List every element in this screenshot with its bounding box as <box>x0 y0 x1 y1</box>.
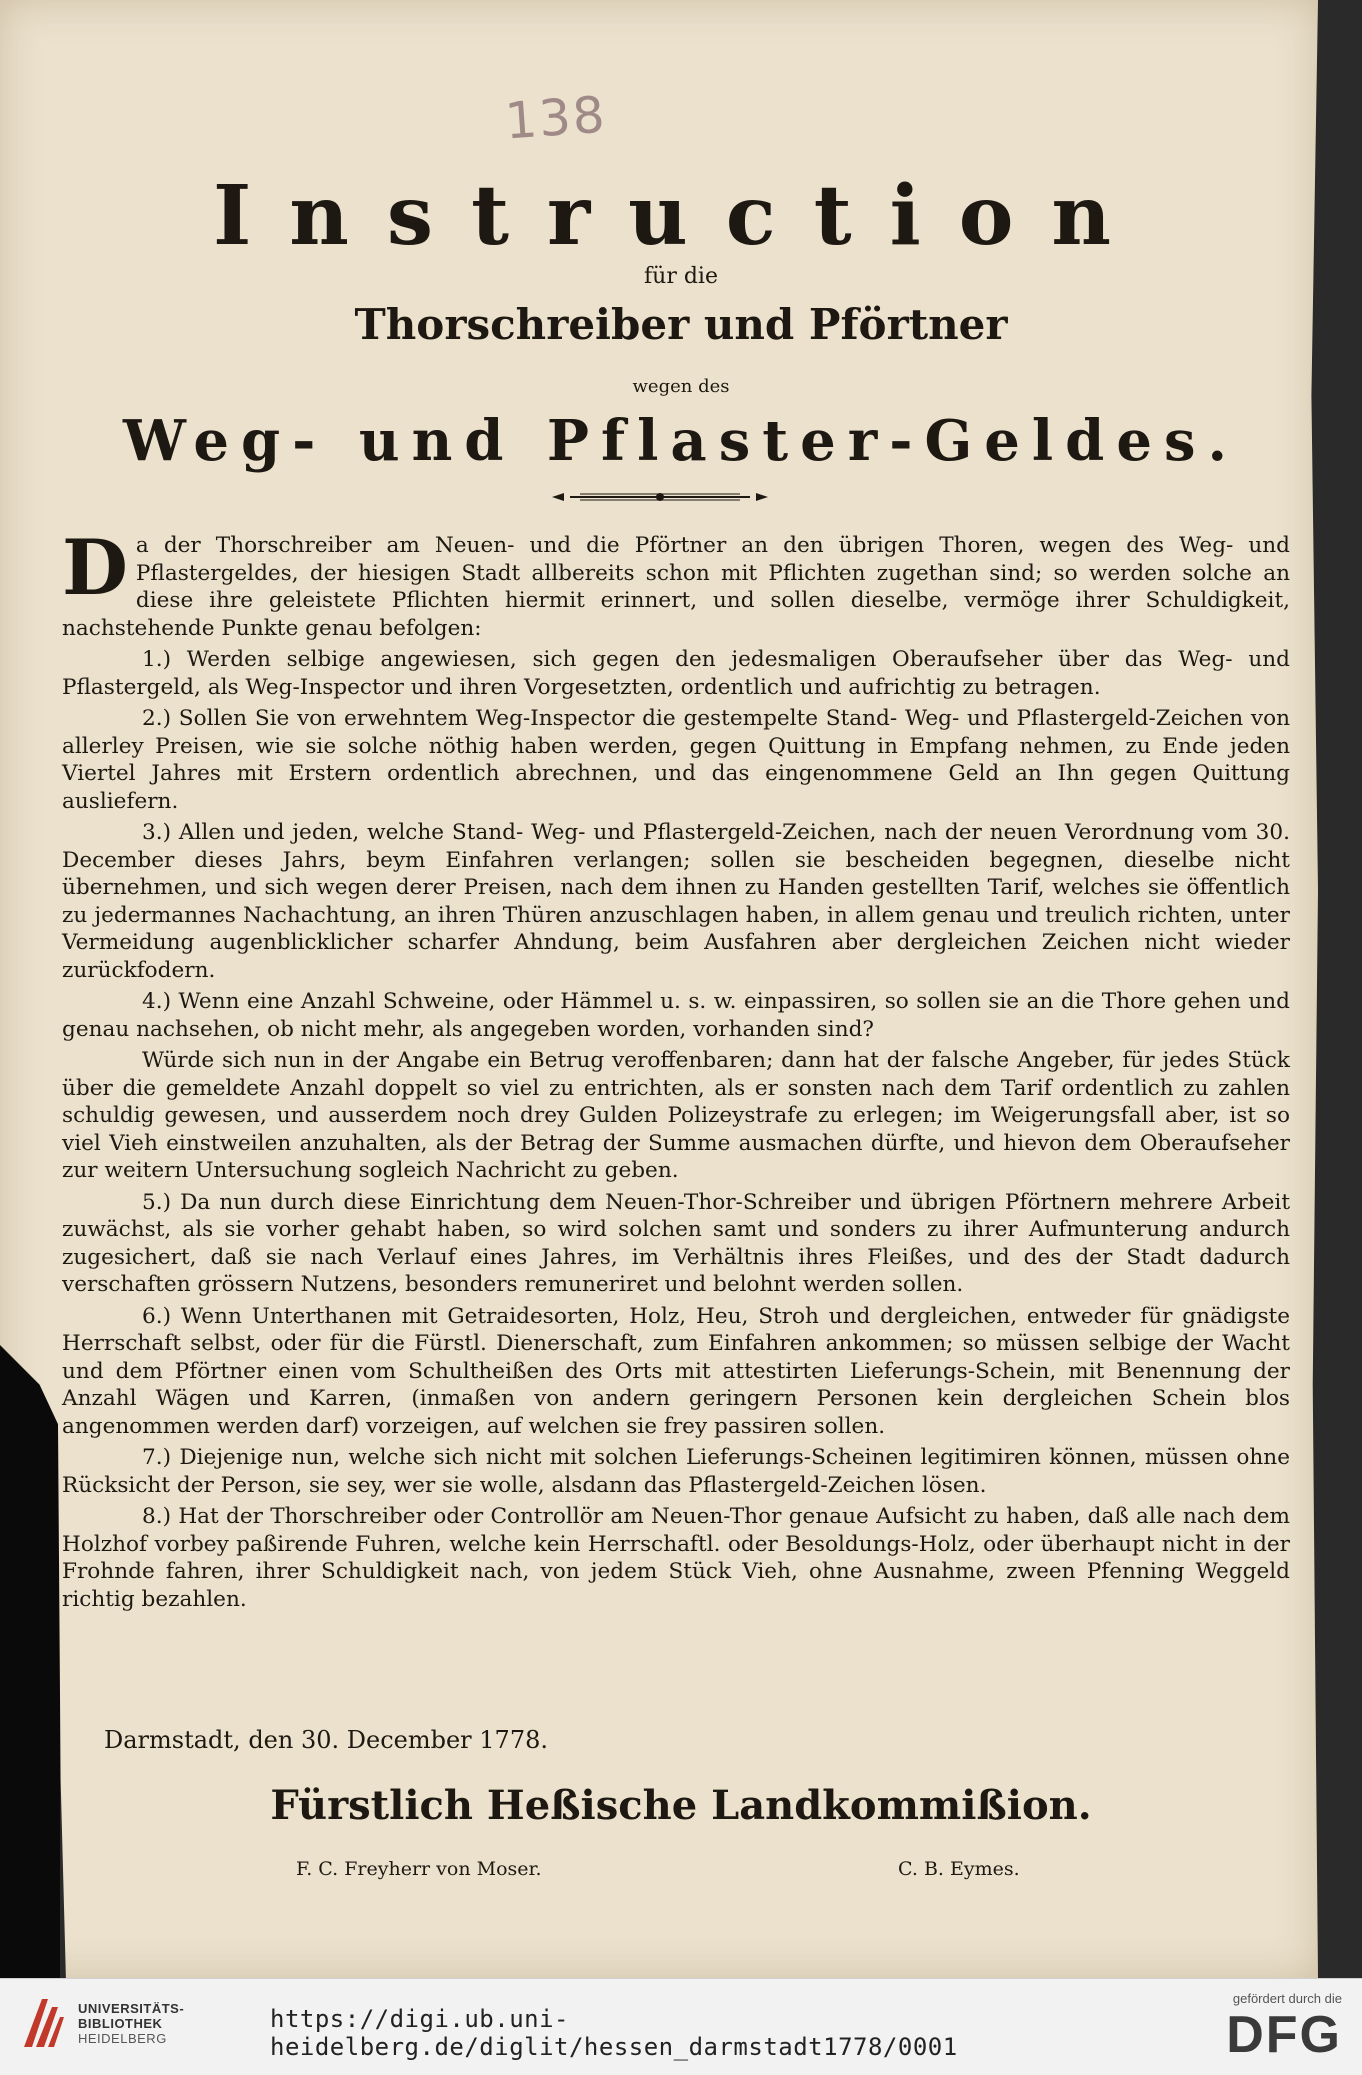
intro-text: a der Thorschreiber am Neuen- und die Pförtner an den übrigen Thoren, wegen des Weg- und Pflastergeldes, der hiesigen Stadt allbereits schon mit Pflichten zugethan sind; so werden solche an diese ihre geleistete Pflichten hiermit erinnert, und sollen dieselbe, vermöge ihrer Schuldigkeit, nachstehende Punkte genau befolgen: <box>62 533 1290 641</box>
drop-capital: D <box>62 523 128 612</box>
article-2: 2.) Sollen Sie von erwehntem Weg-Inspector die gestempelte Stand- Weg- und Pflastergeld-Zeichen von allerley Preisen, wie sie solche nöthig haben werden, gegen Quittung in Empfang nehmen, zu Ende jeden Viertel Jahres mit Erstern ordentlich abrechnen, und das eingenommene Geld an Ihn gegen Quittung ausliefern. <box>62 706 1290 814</box>
document-title: Instruction <box>212 168 1150 264</box>
pencil-page-number: 138 <box>503 85 609 151</box>
dateline: Darmstadt, den 30. December 1778. <box>104 1726 548 1754</box>
article-4: 4.) Wenn eine Anzahl Schweine, oder Hämmel u. s. w. einpassiren, so sollen sie an die Thore gehen und genau nachsehen, ob nicht mehr, als angegeben worden, vorhanden sind? <box>62 989 1290 1042</box>
article-4-continuation: Würde sich nun in der Angabe ein Betrug veroffenbaren; dann hat der falsche Angeber, für jedes Stück über die gemeldete Anzahl doppelt so viel zu entrichten, als er sonsten nach dem Tarif ordentlich zu zahlen schuldig gewesen, und ausserdem noch drey Gulden Polizeystrafe zu erlegen; im Weigerungsfall aber, ist so viel Vieh einstweilen anzuhalten, als der Betrag der Summe ausmachen dürfte, und hievon dem Oberaufseher zur weitern Untersuchung sogleich Nachricht zu geben. <box>62 1048 1290 1183</box>
article-8: 8.) Hat der Thorschreiber oder Controllör am Neuen-Thor genaue Aufsicht zu haben, daß alle nach dem Holzhof vorbey paßirende Fuhren, welche kein Herrschaftl. oder Besoldungs-Holz, oder überhaupt nicht in der Frohnde fahren, ihrer Schuldigkeit nach, von jedem Stück Vieh, ohne Ausnahme, zween Pfenning Weggeld richtig bezahlen. <box>62 1504 1290 1612</box>
signature-eymes: C. B. Eymes. <box>898 1858 1020 1880</box>
article-3: 3.) Allen und jeden, welche Stand- Weg- und Pflastergeld-Zeichen, nach der neuen Verordnung vom 30. December dieses Jahrs, beym Einfahren verlangen; sollen sie bescheiden begegnen, dieselbe nicht übernehmen, und sich wegen derer Preisen, nach dem ihnen zu Handen gestellten Tarif, welches sie öffentlich zu jedermannes Nachachtung, an ihren Thüren anzuschlagen haben, in allem genau und treulich richten, unter Vermeidung augenblicklicher scharfer Ahndung, beim Ausfahren aber dergleichen Zeichen nicht wieder zurückfodern. <box>62 820 1290 983</box>
library-name[interactable]: UNIVERSITÄTS- BIBLIOTHEK HEIDELBERG <box>78 2001 185 2046</box>
issuing-authority: Fürstlich Heßische Landkommißion. <box>270 1782 1092 1829</box>
article-5: 5.) Da nun durch diese Einrichtung dem Neuen-Thor-Schreiber und übrigen Pförtnern mehrere Arbeit zuwächst, als sie vorher gehabt haben, so wird solchen samt und sonders zu ihrer Aufmunterung andurch zugesichert, daß sie nach Verlauf eines Jahres, im Verhältnis ihres Fleißes, und des der Stadt dadurch verschaften grössern Nutzens, besonders remuneriret und belohnt werden sollen. <box>62 1189 1290 1297</box>
subtitle-recipients: Thorschreiber und Pförtner <box>354 300 1008 349</box>
signature-moser: F. C. Freyherr von Moser. <box>296 1858 542 1880</box>
subtitle-subject: Weg- und Pflaster-Geldes. <box>123 408 1239 474</box>
article-1: 1.) Werden selbige angewiesen, sich gegen den jedesmaligen Oberaufseher über das Weg- und Pflastergeld, als Weg-Inspector und ihren Vorgesetzten, ordentlich und aufrichtig zu betragen. <box>62 647 1290 700</box>
article-6: 6.) Wenn Unterthanen mit Getraidesorten, Holz, Heu, Stroh und dergleichen, entweder für gnädigste Herrschaft selbst, oder für die Fürstl. Dienerschaft, zum Einfahren ankommen; so müssen selbige der Wacht und dem Pförtner einen vom Schultheißen des Orts mit attestirten Lieferungs-Schein, mit Benennung der Anzahl Wägen und Karren, (inmaßen von andern geringern Personen kein dergleichen Schein blos angenommen werden darf) vorzeigen, auf welchen sie frey passiren sollen. <box>62 1303 1290 1439</box>
dfg-logo[interactable]: DFG <box>1226 2006 1342 2064</box>
article-7: 7.) Diejenige nun, welche sich nicht mit solchen Lieferungs-Scheinen legitimiren können, müssen ohne Rücksicht der Person, sie sey, wer sie wolle, alsdann das Pflastergeld-Zeichen lösen. <box>62 1445 1290 1498</box>
document-body <box>62 523 1290 1617</box>
for-the-line: für die <box>644 264 718 289</box>
intro-paragraph <box>62 523 1290 642</box>
university-library-logo-icon[interactable] <box>18 1993 66 2053</box>
concerning-line: wegen des <box>632 376 730 397</box>
funded-by-caption: gefördert durch die <box>1232 1991 1342 2006</box>
permalink-url[interactable]: https://digi.ub.uni-heidelberg.de/diglit/hessen_darmstadt1778/0001 <box>270 2005 958 2061</box>
ornament-divider <box>550 490 770 504</box>
viewer-footer <box>0 1978 1362 2075</box>
